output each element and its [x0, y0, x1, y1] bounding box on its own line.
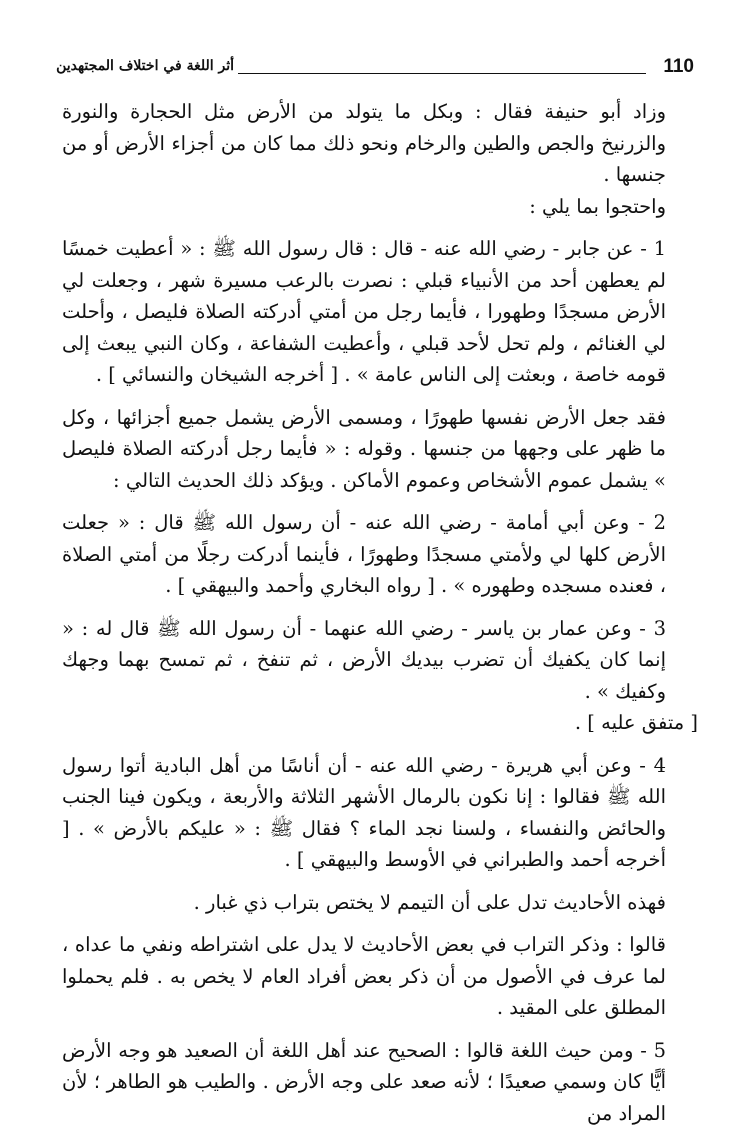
- book-page: [62, 52, 698, 1072]
- paragraph-hadith-abu-huraira: 4 - وعن أبي هريرة - رضي الله عنه - أن أناسًا من أهل البادية أتوا رسول الله ﷺ فقالوا : إنا نكون بالرمال الأشهر الثلاثة والأربعة ، ويكون فينا الجنب والحائض والنفساء ، ولسنا نجد الماء ؟ فقال ﷺ : « عليكم بالأرض » . [ أخرجه أحمد والطبراني في الأوسط والبيهقي ] .: [62, 750, 698, 876]
- page-number: 110: [663, 56, 694, 78]
- paragraph-abu-hanifa: وزاد أبو حنيفة فقال : وبكل ما يتولد من الأرض مثل الحجارة والنورة والزرنيخ والجص والطين والرخام ونحو ذلك مما كان من أجزاء الأرض أو من جنسها .: [62, 96, 698, 191]
- paragraph-conclusion: فهذه الأحاديث تدل على أن التيمم لا يختص بتراب ذي غبار .: [62, 887, 698, 919]
- paragraph-hadith-ammar-source: [ متفق عليه ] .: [62, 707, 698, 739]
- body-text: [62, 96, 698, 1129]
- page-header: [62, 52, 698, 86]
- paragraph-hadith-abu-umama: 2 - وعن أبي أمامة - رضي الله عنه - أن رسول الله ﷺ قال : « جعلت الأرض كلها لي ولأمتي مسجدًا وطهورًا ، فأينما أدركت رجلًا من أمتي الصلاة ، فعنده مسجده وطهوره » . [ رواه البخاري وأحمد والبيهقي ] .: [62, 507, 698, 602]
- running-title: أثر اللغة في اختلاف المجتهدين: [62, 58, 234, 74]
- paragraph-linguistic: 5 - ومن حيث اللغة قالوا : الصحيح عند أهل اللغة أن الصعيد هو وجه الأرض أيًّا كان وسمي صعيدًا ؛ لأنه صعد على وجه الأرض . والطيب هو الطاهر ؛ لأن المراد من: [62, 1035, 698, 1129]
- paragraph-hadith-ammar: 3 - وعن عمار بن ياسر - رضي الله عنهما - أن رسول الله ﷺ قال له : « إنما كان يكفيك أن تضرب بيديك الأرض ، ثم تنفخ ، ثم تمسح بهما وجهك وكفيك » .: [62, 613, 698, 708]
- paragraph-hadith-jabir: 1 - عن جابر - رضي الله عنه - قال : قال رسول الله ﷺ : « أعطيت خمسًا لم يعطهن أحد من الأنبياء قبلي : نصرت بالرعب مسيرة شهر ، وجعلت لي الأرض مسجدًا وطهورا ، فأيما رجل من أمتي أدركته الصلاة فليصل ، وأحلت لي الغنائم ، ولم تحل لأحد قبلي ، وأعطيت الشفاعة ، وكان النبي يبعث إلى قومه خاصة ، وبعثت إلى الناس عامة » . [ أخرجه الشيخان والنسائي ] .: [62, 233, 698, 391]
- header-rule: [238, 73, 646, 74]
- paragraph-evidence-intro: واحتجوا بما يلي :: [62, 191, 698, 223]
- paragraph-commentary-1: فقد جعل الأرض نفسها طهورًا ، ومسمى الأرض يشمل جميع أجزائها ، وكل ما ظهر على وجهها من جنسها . وقوله : « فأيما رجل أدركته الصلاة فليصل » يشمل عموم الأشخاص وعموم الأماكن . ويؤكد ذلك الحديث التالي :: [62, 402, 698, 497]
- paragraph-dust-mention: قالوا : وذكر التراب في بعض الأحاديث لا يدل على اشتراطه ونفي ما عداه ، لما عرف في الأصول من أن ذكر بعض أفراد العام لا يخص به . فلم يحملوا المطلق على المقيد .: [62, 929, 698, 1024]
